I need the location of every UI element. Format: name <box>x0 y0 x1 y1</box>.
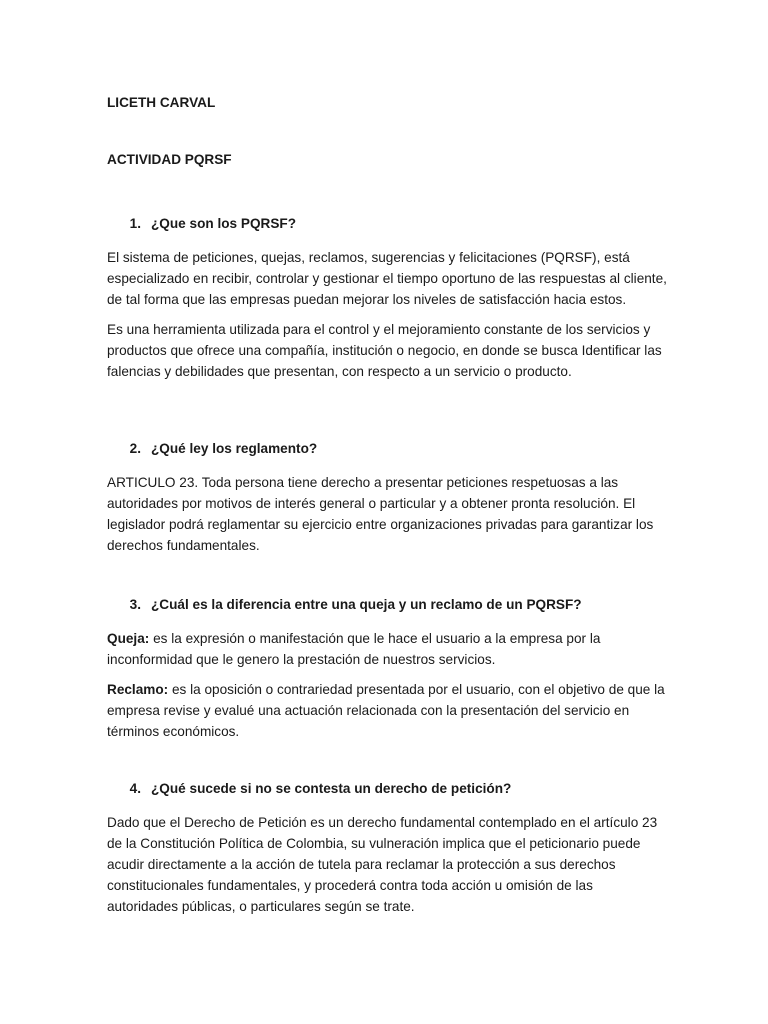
author-name: LICETH CARVAL <box>107 95 216 110</box>
definition-term: Queja: <box>107 631 150 646</box>
question-heading <box>107 778 667 799</box>
question-heading <box>107 213 667 234</box>
section-3 <box>107 594 667 742</box>
paragraph: El sistema de peticiones, quejas, reclamos, sugerencias y felicitaciones (PQRSF), está especializado en recibir, controlar y gestionar el tiempo oportuno de las respuestas al cliente, de tal forma que las empresas puedan mejorar los niveles de satisfacción hacia estos. <box>107 250 667 307</box>
definition-reclamo <box>107 679 667 742</box>
paragraph: Es una herramienta utilizada para el control y el mejoramiento constante de los servicios y productos que ofrece una compañía, institución o negocio, en donde se busca Identificar las falencias y debilidades que presentan, con respecto a un servicio o producto. <box>107 322 662 379</box>
definition-term: Reclamo: <box>107 682 169 697</box>
paragraph: Dado que el Derecho de Petición es un derecho fundamental contemplado en el artículo 23 de la Constitución Política de Colombia, su vulneración implica que el peticionario puede acudir directamente a la acción de tutela para reclamar la protección a sus derechos constitucionales fundamentales, y procederá contra toda acción u omisión de las autoridades públicas, o particulares según se trate. <box>107 815 658 914</box>
document-title: ACTIVIDAD PQRSF <box>107 152 232 167</box>
question-number: 1. <box>129 216 141 231</box>
question-text: ¿Qué ley los reglamento? <box>151 441 318 456</box>
question-heading <box>107 438 667 459</box>
question-text: ¿Qué sucede si no se contesta un derecho de petición? <box>151 781 512 796</box>
section-2 <box>107 438 667 556</box>
document-body <box>107 92 667 914</box>
question-number: 3. <box>129 597 141 612</box>
question-text: ¿Que son los PQRSF? <box>151 216 297 231</box>
question-number: 2. <box>129 441 141 456</box>
definition-queja <box>107 628 667 670</box>
definition-text: es la oposición o contrariedad presentada por el usuario, con el objetivo de que la empresa revise y evalué una actuación relacionada con la presentación del servicio en términos económicos. <box>107 682 665 739</box>
question-number: 4. <box>129 781 141 796</box>
definition-text: es la expresión o manifestación que le hace el usuario a la empresa por la inconformidad que le genero la prestación de nuestros servicios. <box>107 631 601 667</box>
section-4 <box>107 778 667 917</box>
section-1 <box>107 213 667 382</box>
question-heading <box>107 594 667 615</box>
question-text: ¿Cuál es la diferencia entre una queja y un reclamo de un PQRSF? <box>151 597 582 612</box>
paragraph: ARTICULO 23. Toda persona tiene derecho a presentar peticiones respetuosas a las autoridades por motivos de interés general o particular y a obtener pronta resolución. El legislador podrá reglamentar su ejercicio entre organizaciones privadas para garantizar los derechos fundamentales. <box>107 475 654 553</box>
